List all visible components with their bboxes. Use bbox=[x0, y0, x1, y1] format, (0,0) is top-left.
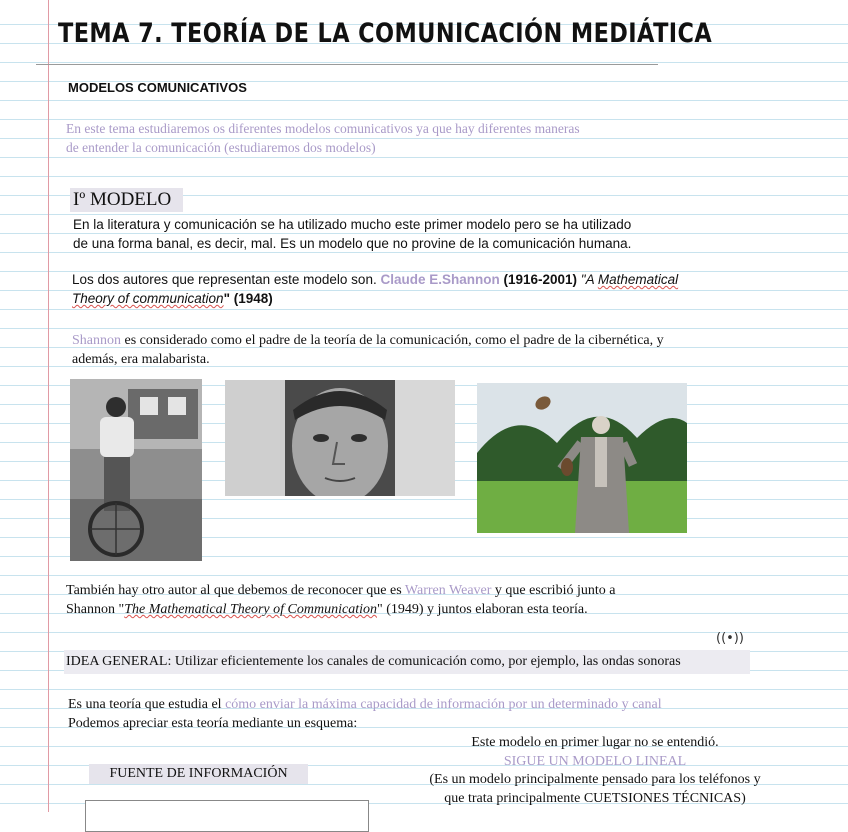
para5-prefix: Es una teoría que estudia el bbox=[68, 697, 226, 712]
author-shannon-link: Claude E.Shannon bbox=[380, 272, 500, 287]
author-weaver: Warren Weaver bbox=[404, 583, 492, 598]
work-title-1949: The Mathematical Theory of Communication bbox=[124, 602, 377, 617]
para2-prefix: Los dos autores que representan este modelo son. bbox=[72, 272, 381, 287]
author-years: (1916-2001) bbox=[499, 272, 581, 287]
para4-line2-prefix: Shannon " bbox=[66, 602, 125, 617]
para1-line-2: de una forma banal, es decir, mal. Es un modelo que no provine de la comunicación humana. bbox=[73, 236, 632, 251]
para3-text: es considerado como el padre de la teoría de la comunicación, como el padre de la cibernética, y bbox=[121, 333, 664, 348]
paragraph-shannon bbox=[72, 331, 762, 369]
intro-line-1: En este tema estudiaremos os diferentes modelos comunicativos ya que hay diferentes maneras bbox=[66, 121, 580, 136]
title-underline bbox=[36, 64, 658, 65]
para5-line-2: Podemos apreciar esta teoría mediante un esquema: bbox=[68, 716, 358, 731]
model-note bbox=[410, 734, 780, 808]
para5-highlight: cómo enviar la máxima capacidad de información por un determinado y canal bbox=[225, 697, 662, 712]
information-source-label: FUENTE DE INFORMACIÓN bbox=[89, 764, 308, 784]
model-heading: Iº MODELO bbox=[70, 188, 183, 212]
note-line-4: que trata principalmente CUETSIONES TÉCNICAS) bbox=[444, 790, 746, 806]
paragraph-weaver bbox=[66, 581, 756, 619]
shannon-name: Shannon bbox=[72, 333, 121, 348]
intro-paragraph bbox=[66, 119, 686, 157]
notebook-margin-line bbox=[48, 0, 49, 812]
shannon-unicycle-photo bbox=[70, 379, 202, 561]
work-year: " (1948) bbox=[223, 291, 273, 306]
para4-prefix: También hay otro autor al que debemos de reconocer que es bbox=[66, 583, 405, 598]
para1-line-1: En la literatura y comunicación se ha utilizado mucho este primer modelo pero se ha utilizado bbox=[73, 217, 632, 232]
section-heading: MODELOS COMUNICATIVOS bbox=[68, 80, 247, 95]
sound-wave-icon: ((•)) bbox=[716, 631, 744, 646]
shannon-portrait-photo bbox=[225, 380, 455, 496]
note-line-3: (Es un modelo principalmente pensado para los teléfonos y bbox=[429, 772, 761, 787]
work-title-word: Mathematical bbox=[597, 272, 679, 287]
quote-open: "A bbox=[580, 272, 598, 287]
paragraph-authors bbox=[72, 270, 752, 308]
diagram-source-box bbox=[85, 800, 369, 832]
note-line-1: Este modelo en primer lugar no se entendió. bbox=[471, 735, 719, 750]
paragraph-literature bbox=[73, 215, 713, 253]
page-title: TEMA 7. TEORÍA DE LA COMUNICACIÓN MEDIÁTICA bbox=[58, 18, 713, 49]
para4-line2-suffix: " (1949) y juntos elaboran esta teoría. bbox=[376, 602, 588, 617]
paragraph-theory bbox=[68, 695, 768, 733]
para4-suffix: y que escribió junto a bbox=[491, 583, 616, 598]
intro-line-2: de entender la comunicación (estudiaremos dos modelos) bbox=[66, 140, 376, 155]
idea-general-box: IDEA GENERAL: Utilizar eficientemente los canales de comunicación como, por ejemplo, las ondas sonoras bbox=[64, 650, 750, 674]
note-line-2: SIGUE UN MODELO LINEAL bbox=[503, 753, 687, 769]
para3-line-2: además, era malabarista. bbox=[72, 352, 210, 367]
work-title-rest: Theory of communication bbox=[72, 291, 224, 306]
shannon-juggling-photo bbox=[477, 383, 687, 533]
